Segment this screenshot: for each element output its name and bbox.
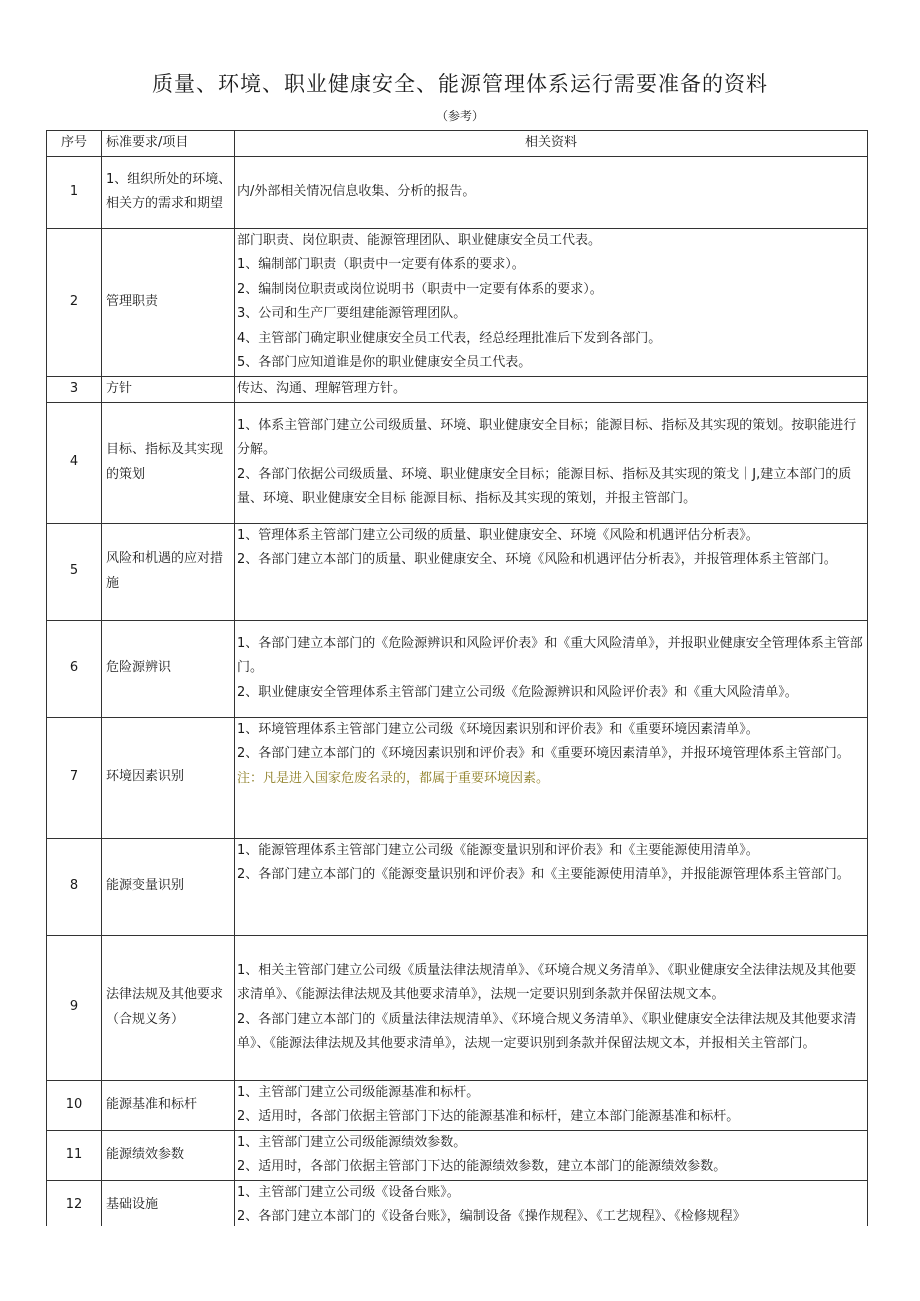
table-row (47, 376, 868, 402)
material-line: 1、主管部门建立公司级能源基准和标杆。 (237, 1084, 480, 1100)
row-no: 6 (47, 620, 102, 717)
material-line: 3、公司和生产厂要组建能源管理团队。 (237, 306, 467, 321)
material-line: 2、适用时，各部门依据主管部门下达的能源基准和标杆，建立本部门能源基准和标杆。 (237, 1109, 740, 1124)
requirements-table (46, 130, 868, 1226)
table-row (47, 1130, 868, 1180)
table-row (47, 1180, 868, 1226)
material-line: 1、主管部门建立公司级能源绩效参数。 (237, 1134, 467, 1150)
table-row (47, 523, 868, 620)
table-row (47, 717, 868, 838)
row-no: 8 (47, 838, 102, 935)
table-row (47, 156, 868, 228)
row-no: 1 (47, 156, 102, 228)
row-materials (235, 838, 868, 935)
row-no: 5 (47, 523, 102, 620)
row-requirement: 基础设施 (102, 1180, 235, 1226)
row-requirement: 法律法规及其他要求（合规义务） (102, 935, 235, 1080)
row-requirement: 方针 (102, 376, 235, 402)
row-no: 10 (47, 1080, 102, 1130)
row-materials (235, 156, 868, 228)
material-line: 传达、沟通、理解管理方针。 (237, 380, 407, 396)
row-no: 11 (47, 1130, 102, 1180)
material-line: 1、管理体系主管部门建立公司级的质量、职业健康安全、环境《风险和机遇评估分析表》。 (237, 527, 759, 543)
header-requirement: 标准要求/项目 (102, 131, 235, 157)
row-requirement: 能源基准和标杆 (102, 1080, 235, 1130)
row-materials (235, 228, 868, 376)
row-requirement: 1、组织所处的环境、相关方的需求和期望 (102, 156, 235, 228)
material-line: 2、各部门建立本部门的《能源变量识别和评价表》和《主要能源使用清单》，并报能源管理体系主管部门。 (237, 867, 850, 882)
table-row (47, 620, 868, 717)
table-header-row (47, 131, 868, 157)
material-line: 1、相关主管部门建立公司级《质量法律法规清单》、《环境合规义务清单》、《职业健康安全法律法规及其他要求清单》、《能源法律法规及其他要求清单》，法规一定要识别到条款并保留法规文本。 (237, 962, 857, 1002)
table-row (47, 402, 868, 523)
material-line: 2、各部门依据公司级质量、环境、职业健康安全目标；能源目标、指标及其实现的策戈｜J,建立本部门的质量、环境、职业健康安全目标 能源目标、指标及其实现的策划，并报主管部门。 (237, 466, 852, 506)
row-no: 7 (47, 717, 102, 838)
row-materials (235, 1080, 868, 1130)
document-title: 质量、环境、职业健康安全、能源管理体系运行需要准备的资料 (152, 72, 768, 96)
table-container (46, 130, 868, 1226)
material-line: 5、各部门应知道谁是你的职业健康安全员工代表。 (237, 355, 532, 370)
row-requirement: 危险源辨识 (102, 620, 235, 717)
material-line: 1、主管部门建立公司级《设备台账》。 (237, 1184, 460, 1200)
material-line: 1、各部门建立本部门的《危险源辨识和风险评价表》和《重大风险清单》，并报职业健康安全管理体系主管部门。 (237, 635, 863, 676)
header-materials: 相关资料 (235, 131, 868, 157)
row-requirement: 能源变量识别 (102, 838, 235, 935)
row-materials (235, 1180, 868, 1226)
row-materials (235, 402, 868, 523)
row-requirement: 能源绩效参数 (102, 1130, 235, 1180)
table-row (47, 1080, 868, 1130)
row-no: 9 (47, 935, 102, 1080)
row-requirement: 风险和机遇的应对措施 (102, 523, 235, 620)
row-materials (235, 620, 868, 717)
row-no: 2 (47, 228, 102, 376)
material-line: 1、能源管理体系主管部门建立公司级《能源变量识别和评价表》和《主要能源使用清单》。 (237, 842, 759, 858)
material-line: 2、各部门建立本部门的《质量法律法规清单》、《环境合规义务清单》、《职业健康安全法律法规及其他要求清单》、《能源法律法规及其他要求清单》，法规一定要识别到条款并保留法规文本，并报相关主管部门。 (237, 1011, 857, 1051)
row-no: 12 (47, 1180, 102, 1226)
material-line: 1、体系主管部门建立公司级质量、环境、职业健康安全目标；能源目标、指标及其实现的策划。按职能进行分解。 (237, 417, 857, 457)
table-row (47, 935, 868, 1080)
material-line: 2、各部门建立本部门的质量、职业健康安全、环境《风险和机遇评估分析表》，并报管理体系主管部门。 (237, 552, 837, 567)
material-line: 2、各部门建立本部门的《环境因素识别和评价表》和《重要环境因素清单》，并报环境管理体系主管部门。 (237, 746, 850, 761)
row-materials (235, 1130, 868, 1180)
row-requirement: 目标、指标及其实现的策划 (102, 402, 235, 523)
material-line: 2、职业健康安全管理体系主管部门建立公司级《危险源辨识和风险评价表》和《重大风险清单》。 (237, 684, 798, 700)
material-line: 部门职责、岗位职责、能源管理团队、职业健康安全员工代表。 (237, 232, 602, 248)
material-line: 1、环境管理体系主管部门建立公司级《环境因素识别和评价表》和《重要环境因素清单》。 (237, 721, 759, 737)
table-row (47, 228, 868, 376)
material-line: 2、适用时，各部门依据主管部门下达的能源绩效参数，建立本部门的能源绩效参数。 (237, 1159, 727, 1174)
row-materials (235, 717, 868, 838)
row-no: 4 (47, 402, 102, 523)
row-materials (235, 376, 868, 402)
row-materials (235, 523, 868, 620)
row-no: 3 (47, 376, 102, 402)
row-materials (235, 935, 868, 1080)
material-line: 2、各部门建立本部门的《设备台账》，编制设备《操作规程》、《工艺规程》、《检修规程》 (237, 1209, 746, 1224)
note-text: 注：凡是进入国家危废名录的，都属于重要环境因素。 (237, 770, 550, 786)
material-line: 内/外部相关情况信息收集、分析的报告。 (237, 183, 476, 199)
document-subtitle: （参考） (435, 109, 484, 123)
table-row (47, 838, 868, 935)
row-requirement: 管理职责 (102, 228, 235, 376)
header-no: 序号 (47, 131, 102, 157)
row-requirement: 环境因素识别 (102, 717, 235, 838)
material-line: 4、主管部门确定职业健康安全员工代表，经总经理批准后下发到各部门。 (237, 330, 662, 346)
material-line: 2、编制岗位职责或岗位说明书（职责中一定要有体系的要求）。 (237, 281, 603, 297)
material-line: 1、编制部门职责（职责中一定要有体系的要求）。 (237, 257, 525, 272)
